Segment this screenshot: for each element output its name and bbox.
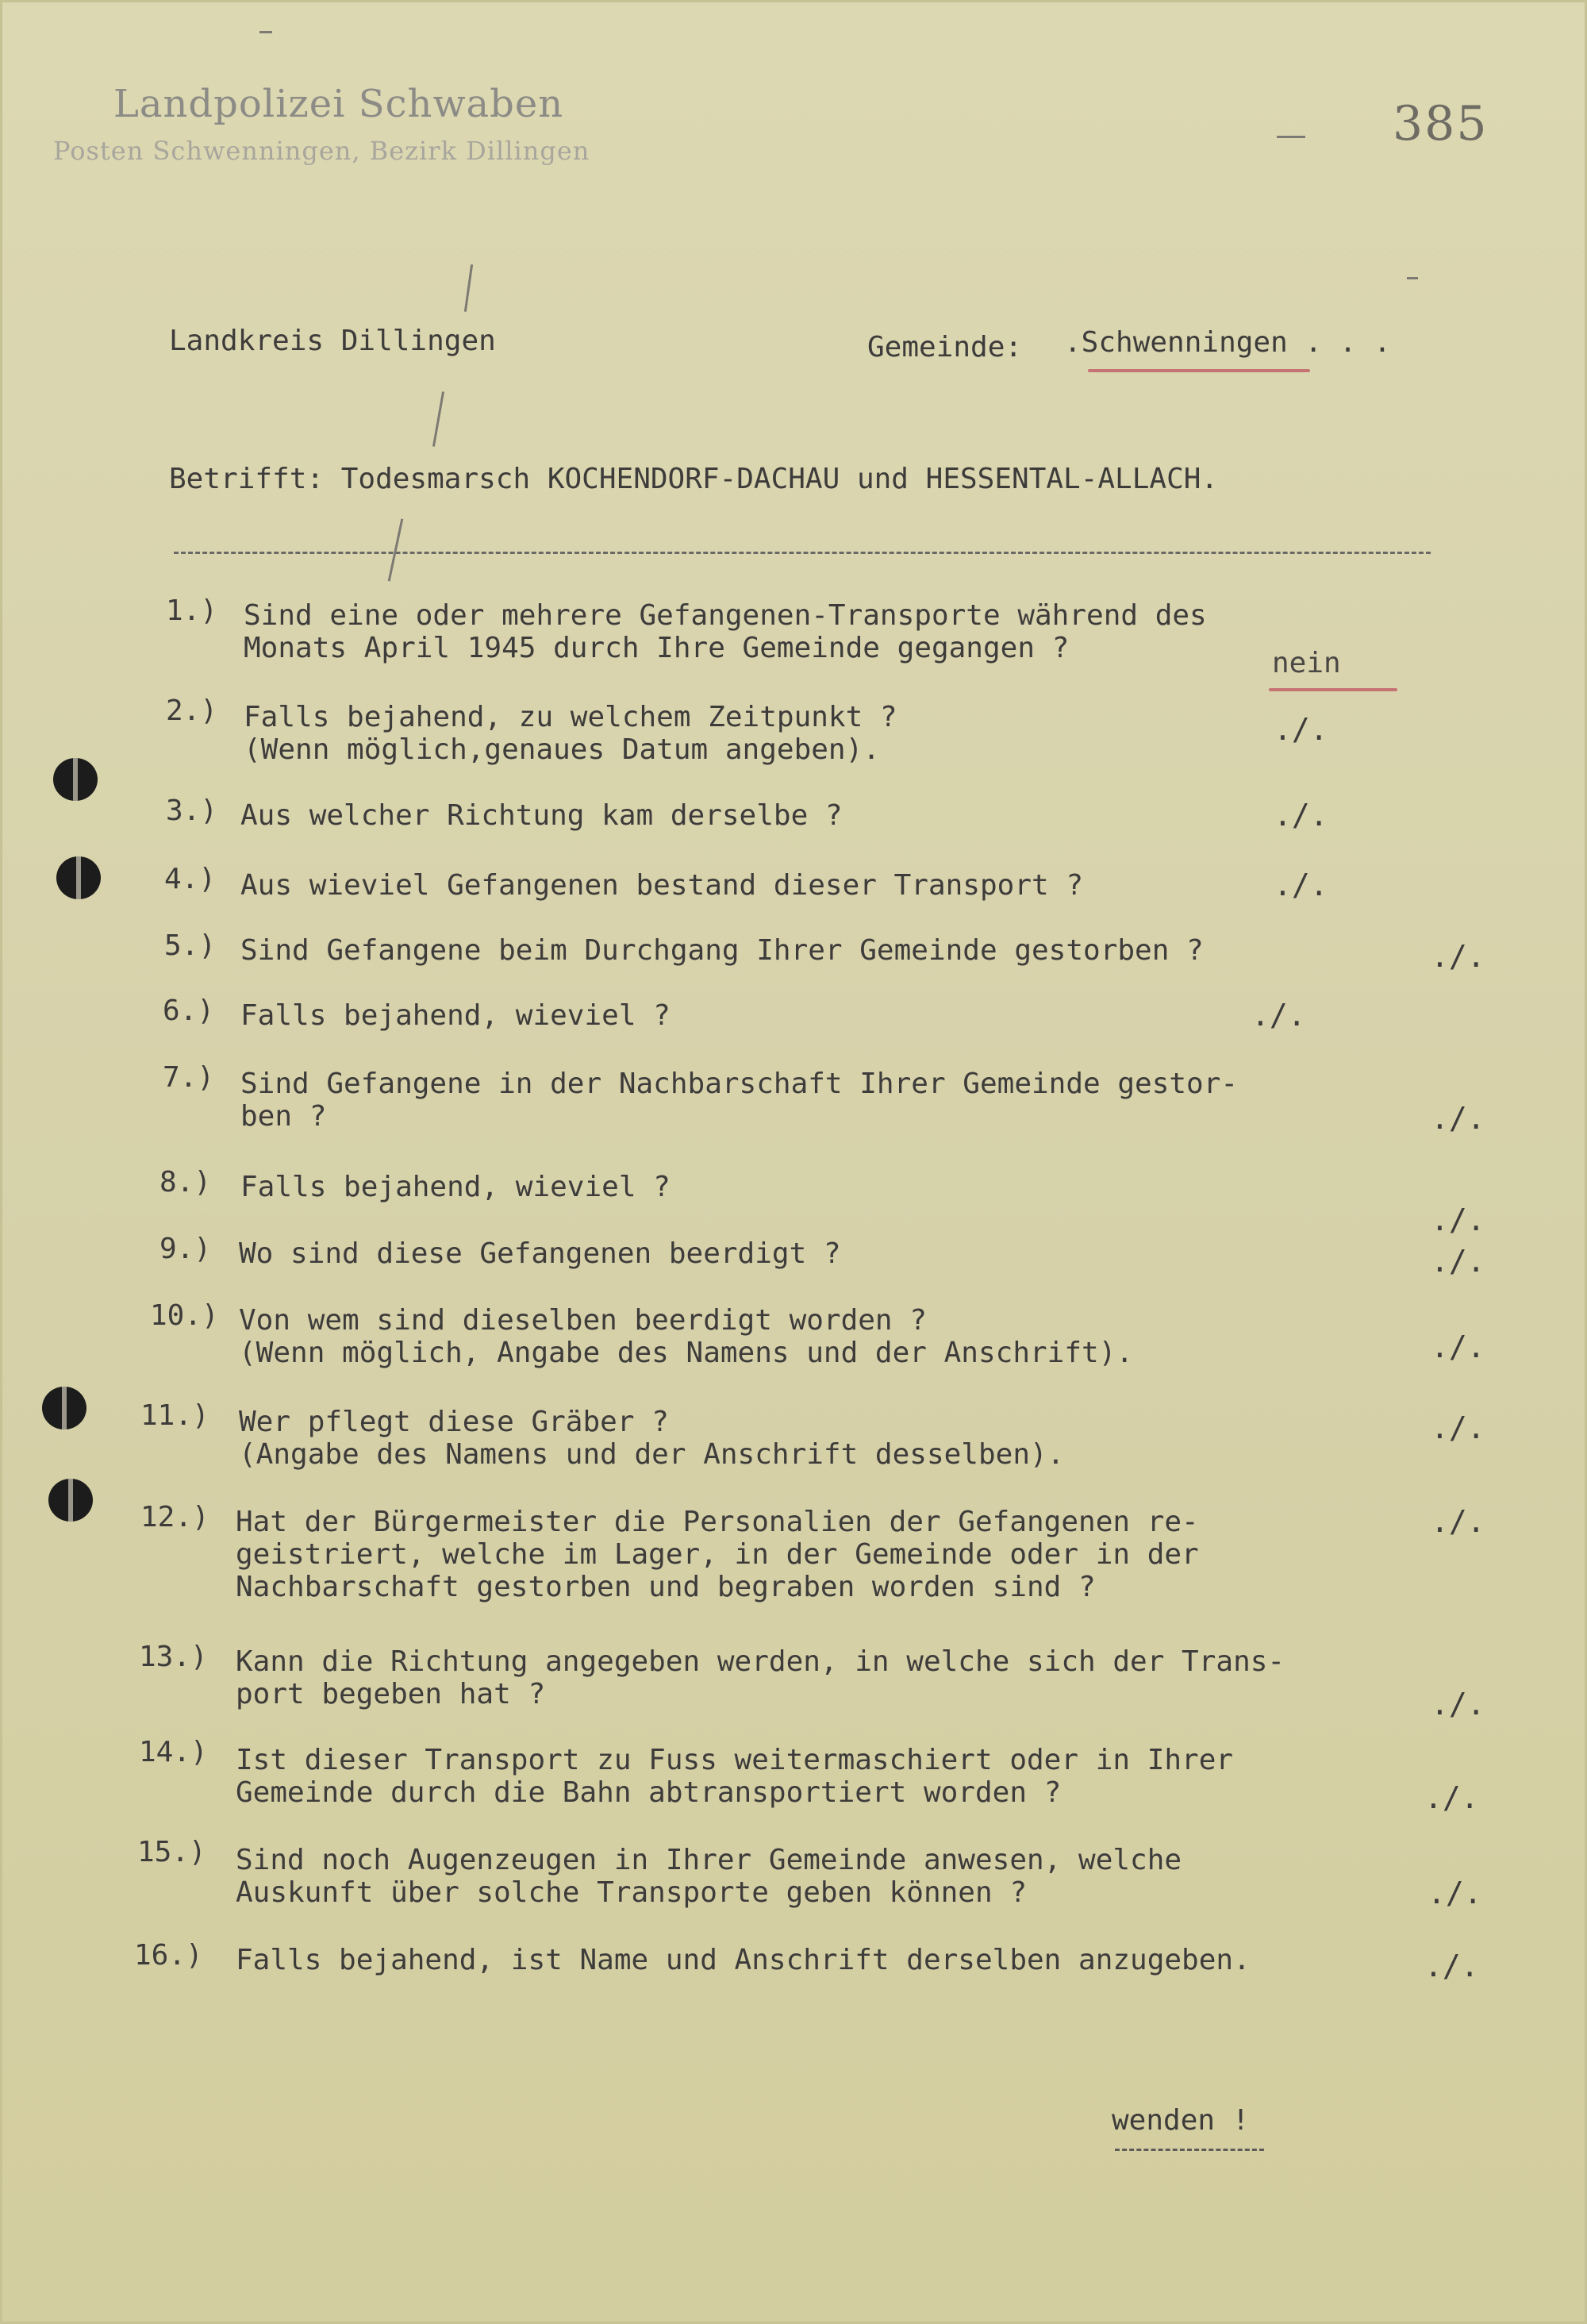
punch-hole-icon <box>42 1387 86 1429</box>
question-number: 5.) <box>164 929 217 962</box>
question-line: port begeben hat ? <box>236 1678 546 1710</box>
red-underline <box>1269 688 1397 691</box>
landkreis-label: Landkreis Dillingen <box>169 325 496 357</box>
gemeinde-value: .Schwenningen . . . <box>1064 326 1391 359</box>
turn-over-note: wenden ! <box>1112 2104 1250 2137</box>
question-line: Hat der Bürgermeister die Personalien der Gefangenen re- <box>236 1506 1199 1538</box>
question-line: (Wenn möglich, Angabe des Namens und der Anschrift). <box>239 1337 1134 1369</box>
answer: ./. <box>1431 1202 1485 1237</box>
question-text <box>236 1506 1199 1603</box>
question-number: 6.) <box>163 995 215 1027</box>
question-line: Falls bejahend, zu welchem Zeitpunkt ? <box>244 701 897 733</box>
gemeinde-label: Gemeinde: <box>867 331 1023 364</box>
question-line: Kann die Richtung angegeben werden, in welche sich der Trans- <box>236 1645 1285 1678</box>
question-line: (Angabe des Namens und der Anschrift desselben). <box>239 1438 1065 1471</box>
question-number: 15.) <box>137 1836 206 1868</box>
question-line: Von wem sind dieselben beerdigt worden ? <box>239 1304 927 1337</box>
answer: ./. <box>1431 1687 1485 1722</box>
question-line: Ist dieser Transport zu Fuss weitermaschiert oder in Ihrer <box>236 1744 1234 1776</box>
question-line: Wo sind diese Gefangenen beerdigt ? <box>239 1237 841 1270</box>
question-number: 1.) <box>166 594 218 627</box>
question-line: Gemeinde durch die Bahn abtransportiert worden ? <box>236 1776 1062 1809</box>
pencil-mark <box>388 519 404 582</box>
dashed-underline <box>1115 2149 1264 2151</box>
police-stamp-title: Landpolizei Schwaben <box>113 82 564 126</box>
question-line: Falls bejahend, wieviel ? <box>240 999 671 1032</box>
question-line: Sind Gefangene beim Durchgang Ihrer Gemeinde gestorben ? <box>240 934 1204 967</box>
pencil-mark <box>1277 136 1305 138</box>
question-line: Falls bejahend, ist Name und Anschrift derselben anzugeben. <box>236 1944 1251 1976</box>
question-number: 14.) <box>139 1736 208 1768</box>
question-line: ben ? <box>240 1100 327 1133</box>
answer: ./. <box>1431 1244 1485 1279</box>
question-text <box>240 1171 671 1203</box>
answer: ./. <box>1431 1504 1485 1539</box>
question-text <box>239 1304 1133 1369</box>
answer: ./. <box>1431 1329 1485 1364</box>
question-text <box>239 1406 1064 1471</box>
pencil-mark <box>259 31 272 33</box>
question-text <box>240 869 1083 902</box>
answer: ./. <box>1431 1410 1485 1445</box>
question-line: Aus wieviel Gefangenen bestand dieser Transport ? <box>240 869 1084 902</box>
question-text <box>236 1844 1182 1909</box>
question-line: geistriert, welche im Lager, in der Gemeinde oder in der <box>236 1538 1199 1571</box>
question-text <box>236 1944 1251 1976</box>
answer: ./. <box>1274 712 1328 747</box>
answer: ./. <box>1251 998 1306 1033</box>
question-line: (Wenn möglich,genaues Datum angeben). <box>244 733 880 766</box>
question-text <box>239 1237 841 1270</box>
police-stamp-subtitle: Posten Schwenningen, Bezirk Dillingen <box>53 136 590 166</box>
pencil-mark <box>432 391 444 446</box>
answer: ./. <box>1424 1780 1479 1815</box>
page-number: 385 <box>1393 96 1489 152</box>
question-number: 7.) <box>163 1061 215 1094</box>
answer: ./. <box>1274 868 1328 902</box>
pencil-mark <box>464 264 473 312</box>
question-text <box>240 1068 1238 1133</box>
question-text <box>244 701 897 766</box>
question-text <box>240 999 671 1032</box>
red-underline <box>1088 369 1310 372</box>
punch-hole-icon <box>53 758 98 801</box>
question-line: Auskunft über solche Transporte geben können ? <box>236 1876 1027 1909</box>
question-line: Falls bejahend, wieviel ? <box>240 1171 671 1203</box>
question-text <box>236 1744 1233 1809</box>
question-line: Sind eine oder mehrere Gefangenen-Transporte während des <box>244 599 1207 632</box>
question-text <box>240 799 843 832</box>
question-text <box>244 599 1207 664</box>
question-text <box>236 1645 1285 1710</box>
question-line: Nachbarschaft gestorben und begraben worden sind ? <box>236 1571 1096 1603</box>
question-number: 3.) <box>166 795 218 827</box>
question-line: Wer pflegt diese Gräber ? <box>239 1406 669 1438</box>
question-number: 10.) <box>150 1299 219 1332</box>
answer: nein <box>1272 647 1341 679</box>
question-line: Sind noch Augenzeugen in Ihrer Gemeinde anwesen, welche <box>236 1844 1182 1876</box>
question-number: 13.) <box>139 1641 208 1673</box>
question-number: 9.) <box>159 1233 212 1265</box>
question-number: 11.) <box>140 1399 209 1432</box>
question-number: 2.) <box>166 695 218 727</box>
question-number: 12.) <box>140 1501 209 1533</box>
answer: ./. <box>1424 1949 1479 1983</box>
question-line: Sind Gefangene in der Nachbarschaft Ihrer Gemeinde gestor- <box>240 1068 1239 1100</box>
question-number: 16.) <box>134 1939 203 1972</box>
punch-hole-icon <box>48 1479 93 1522</box>
dashed-separator <box>174 552 1431 554</box>
question-line: Aus welcher Richtung kam derselbe ? <box>240 799 843 832</box>
answer: ./. <box>1274 798 1328 833</box>
subject-line: Betrifft: Todesmarsch KOCHENDORF-DACHAU und HESSENTAL-ALLACH. <box>169 463 1219 495</box>
answer: ./. <box>1431 939 1485 974</box>
question-line: Monats April 1945 durch Ihre Gemeinde gegangen ? <box>244 632 1070 664</box>
question-number: 8.) <box>159 1166 212 1199</box>
question-text <box>240 934 1204 967</box>
pencil-mark <box>1407 277 1418 279</box>
question-number: 4.) <box>164 863 217 895</box>
answer: ./. <box>1428 1876 1482 1910</box>
punch-hole-icon <box>56 856 101 899</box>
answer: ./. <box>1431 1101 1485 1136</box>
